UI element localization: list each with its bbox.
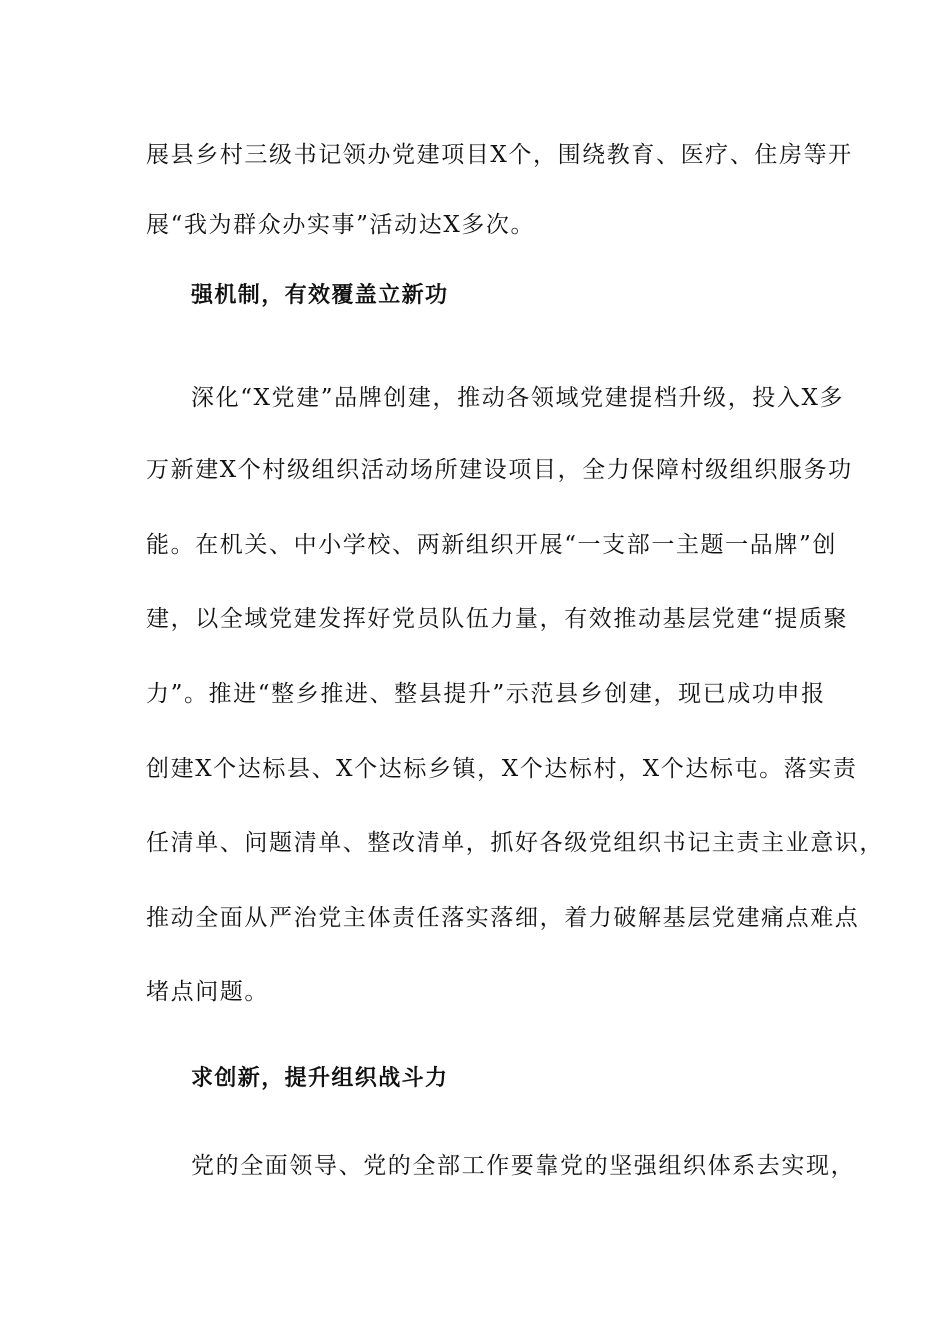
paragraph-line: 党的全面领导、党的全部工作要靠党的坚强组织体系去实现， — [191, 1153, 856, 1179]
paragraph-line: 能。在机关、中小学校、两新组织开展“一支部一主题一品牌”创 — [146, 532, 837, 558]
paragraph-line: 任清单、问题清单、整改清单，抓好各级党组织书记主责主业意识， — [146, 830, 884, 856]
paragraph-line: 力”。推进“整乡推进、整县提升”示范县乡创建，现已成功申报 — [146, 681, 826, 707]
paragraph-line: 深化“X党建”品牌创建，推动各领域党建提档升级，投入X多 — [191, 385, 845, 411]
paragraph-line: 展县乡村三级书记领办党建项目X个，围绕教育、医疗、住房等开 — [146, 142, 853, 168]
section-heading: 求创新，提升组织战斗力 — [191, 1066, 449, 1091]
paragraph-line: 展“我为群众办实事”活动达X多次。 — [146, 212, 536, 238]
paragraph-line: 堵点问题。 — [146, 979, 269, 1005]
paragraph-line: 创建X个达标县、X个达标乡镇，X个达标村，X个达标屯。落实责 — [146, 756, 858, 782]
paragraph-line: 建，以全域党建发挥好党员队伍力量，有效推动基层党建“提质聚 — [146, 606, 849, 632]
paragraph-line: 推动全面从严治党主体责任落实落细，着力破解基层党建痛点难点 — [146, 905, 860, 931]
section-heading: 强机制，有效覆盖立新功 — [191, 283, 449, 308]
paragraph-line: 万新建X个村级组织活动场所建设项目，全力保障村级组织服务功 — [146, 457, 853, 483]
